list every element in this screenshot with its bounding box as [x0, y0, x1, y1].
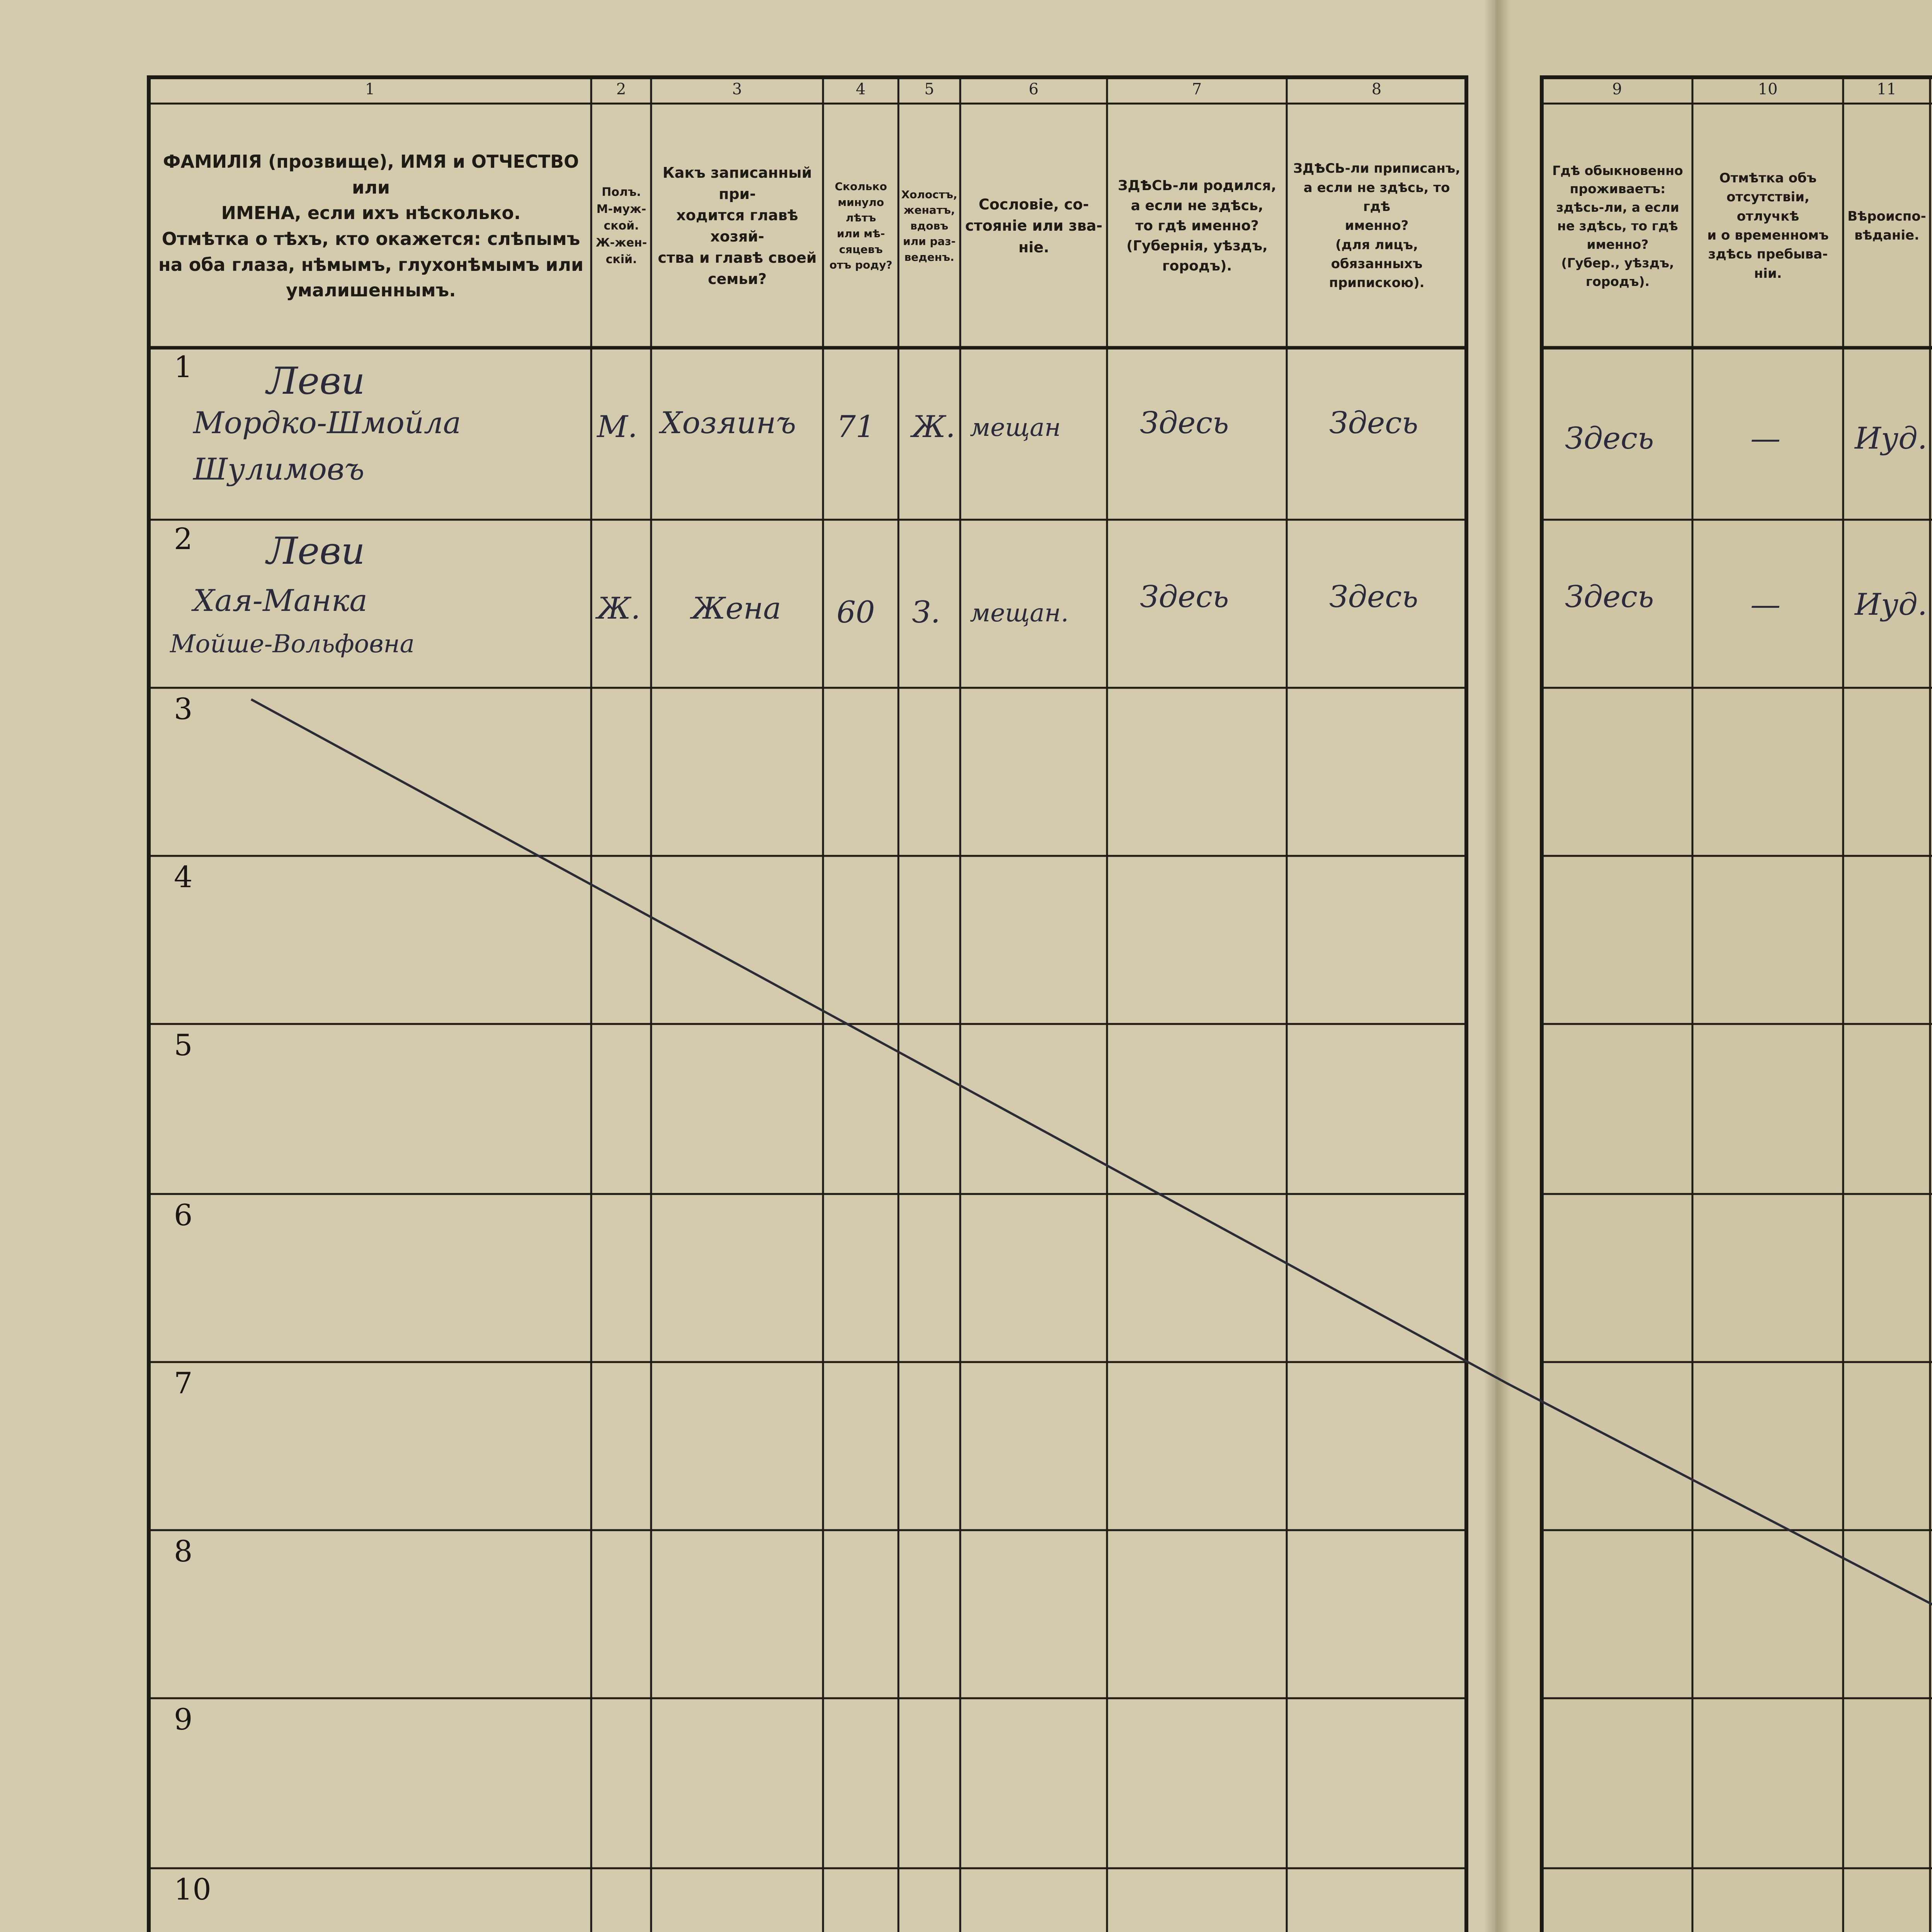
person2-given-names: Хая-Манка	[193, 583, 367, 618]
right-table-frame	[1542, 77, 1932, 1932]
col-number-10: 10	[1758, 80, 1778, 98]
person1-estate: мещан	[970, 413, 1061, 442]
col-number-6: 6	[1029, 80, 1039, 98]
person2-born: Здесь	[1140, 580, 1229, 614]
header-registered: ЗДѢСЬ-ли приписанъ, а если не здѣсь, то гдѣ именно? (для лицъ, обязанныхъ припискою).	[1293, 161, 1461, 291]
col-number-12	[1930, 80, 1932, 98]
header-absence: Отмѣтка объ отсутствіи, отлучкѣ и о временномъ здѣсь пребыва- ніи.	[1707, 170, 1829, 281]
col-number-9: 9	[1612, 80, 1622, 98]
row-number-9: 9	[174, 1702, 193, 1736]
person2-estate: мещан.	[970, 599, 1069, 628]
col-number-1: 1	[365, 80, 375, 98]
person2-registered: Здесь	[1329, 580, 1418, 614]
person2-relation: Жена	[692, 591, 781, 626]
person1-given-names: Мордко-Шмойла	[193, 406, 461, 440]
col-number-8: 8	[1371, 80, 1382, 98]
col-number-5: 5	[924, 80, 934, 98]
person1-age: 71	[837, 410, 875, 444]
person2-surname: Леви	[267, 529, 365, 573]
header-religion: Вѣроиспо- вѣданіе.	[1847, 208, 1926, 243]
row-number-8: 8	[174, 1534, 193, 1568]
person2-age: 60	[837, 595, 875, 630]
person2-patronymic: Мойше-Вольфовна	[170, 630, 415, 658]
row-number-4: 4	[174, 860, 193, 894]
person2-marital: З.	[912, 595, 940, 630]
person1-sex: М.	[597, 410, 638, 444]
header-relation: Какъ записанный при- ходится главѣ хозяй- ства и главѣ своей семьи?	[658, 164, 817, 288]
header-sex: Полъ. М-муж- ской. Ж-жен- скій.	[595, 185, 647, 267]
person1-surname: Леви	[267, 359, 365, 403]
person1-marital: Ж.	[912, 410, 956, 444]
header-born: ЗДѢСЬ-ли родился, а если не здѣсь, то гдѣ именно? (Губернія, уѣздъ, городъ).	[1117, 177, 1277, 274]
col-number-4: 4	[855, 80, 866, 98]
person2-residence: Здесь	[1565, 580, 1654, 614]
header-name: ФАМИЛІЯ (прозвище), ИМЯ и ОТЧЕСТВО или ИМЕНА, если ихъ нѣсколько. Отмѣтка о тѣхъ, кто окажется: слѣпымъ на оба глаза, нѣмымъ, глухонѣмымъ или умалишеннымъ.	[158, 151, 584, 301]
row-number-6: 6	[174, 1198, 193, 1232]
row-number-5: 5	[174, 1028, 193, 1062]
person1-born: Здесь	[1140, 406, 1229, 440]
row-number-2: 2	[174, 522, 193, 556]
person1-registered: Здесь	[1329, 406, 1418, 440]
header-residence: Гдѣ обыкновенно проживаетъ: здѣсь-ли, а если не здѣсь, то гдѣ именно? (Губер., уѣздъ, городъ).	[1552, 163, 1683, 289]
header-marital: Холостъ, женатъ, вдовъ или раз- веденъ.	[901, 188, 957, 264]
row-number-7: 7	[174, 1366, 193, 1400]
col-number-7: 7	[1192, 80, 1202, 98]
col-number-2: 2	[616, 80, 626, 98]
header-age: Сколько минуло лѣтъ или мѣ- сяцевъ отъ роду?	[829, 180, 893, 272]
person2-absence: —	[1750, 587, 1781, 622]
person1-religion: Иуд.	[1855, 421, 1927, 456]
cancel-stroke	[251, 699, 1932, 1932]
col-number-3: 3	[732, 80, 742, 98]
person1-absence: —	[1750, 421, 1781, 456]
row-number-3: 3	[174, 692, 193, 726]
person2-religion: Иуд.	[1855, 587, 1927, 622]
col-number-11: 11	[1877, 80, 1896, 98]
person2-sex: Ж.	[597, 591, 641, 626]
header-estate: Сословіе, со- стояніе или зва- ніе.	[965, 196, 1103, 256]
person1-residence: Здесь	[1565, 421, 1654, 456]
left-table-frame	[149, 77, 1466, 1932]
row-number-10: 10	[174, 1872, 211, 1906]
person1-patronymic: Шулимовъ	[193, 452, 365, 487]
row-number-1: 1	[174, 350, 193, 384]
person1-relation: Хозяинъ	[661, 406, 796, 440]
